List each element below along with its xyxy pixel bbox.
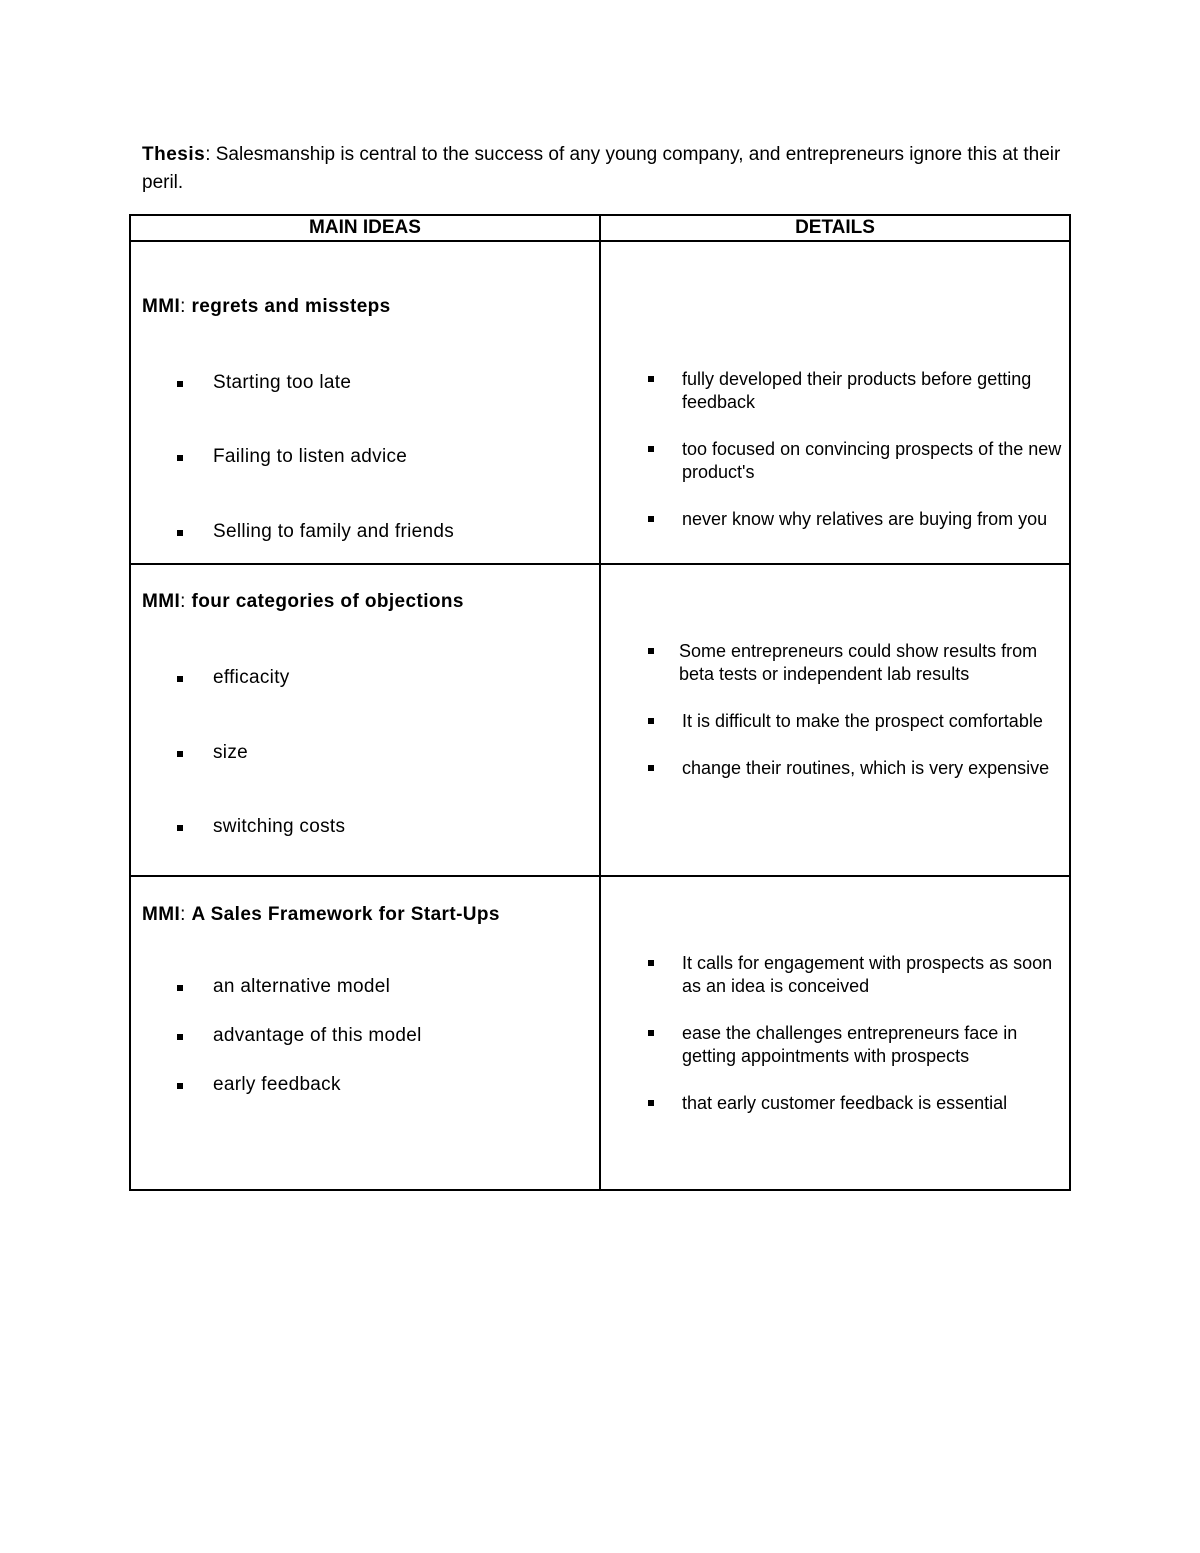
- square-bullet-icon: [177, 1083, 183, 1089]
- main-idea-cell: [130, 876, 600, 1190]
- list-item: [648, 1022, 1068, 1068]
- details-cell: [600, 876, 1070, 1190]
- main-idea-heading: [142, 591, 464, 613]
- list-item-text: ease the challenges entrepreneurs face in getting appointments with prospects: [682, 1023, 1018, 1067]
- header-main-ideas: MAIN IDEAS: [130, 215, 600, 241]
- list-item-text: fully developed their products before getting feedback: [682, 369, 1032, 413]
- list-item: [648, 952, 1068, 998]
- list-item-text: efficacity: [213, 667, 290, 689]
- list-item: [177, 371, 454, 395]
- square-bullet-icon: [648, 376, 654, 382]
- square-bullet-icon: [648, 446, 654, 452]
- list-item: [177, 445, 454, 469]
- list-item: [177, 815, 345, 839]
- list-item-text: change their routines, which is very expensive: [682, 758, 1050, 779]
- list-item: [648, 508, 1068, 531]
- list-item-text: Failing to listen advice: [213, 446, 408, 468]
- square-bullet-icon: [648, 1100, 654, 1106]
- list-item: [177, 1073, 422, 1097]
- header-details: DETAILS: [600, 215, 1070, 241]
- square-bullet-icon: [177, 751, 183, 757]
- list-item-text: that early customer feedback is essential: [682, 1093, 1008, 1114]
- mmi-prefix: MMI: [142, 904, 181, 926]
- mmi-colon: :: [180, 296, 192, 318]
- list-item: [177, 975, 422, 999]
- list-item: [648, 757, 1068, 780]
- thesis-label: Thesis: [142, 144, 206, 165]
- list-item-text: advantage of this model: [213, 1025, 422, 1047]
- square-bullet-icon: [648, 648, 654, 654]
- main-idea-cell: [130, 564, 600, 876]
- main-idea-title: four categories of objections: [191, 591, 464, 613]
- list-item-text: Selling to family and friends: [213, 521, 455, 543]
- square-bullet-icon: [177, 985, 183, 991]
- list-item: [177, 1024, 422, 1048]
- square-bullet-icon: [177, 676, 183, 682]
- list-item-text: It is difficult to make the prospect comfortable: [682, 711, 1043, 732]
- mmi-prefix: MMI: [142, 296, 181, 318]
- list-item: [177, 666, 345, 690]
- main-idea-cell: [130, 241, 600, 564]
- details-cell: [600, 241, 1070, 564]
- list-item-text: an alternative model: [213, 976, 391, 998]
- list-item-text: It calls for engagement with prospects as soon as an idea is conceived: [682, 953, 1053, 997]
- main-idea-list: [177, 666, 345, 839]
- list-item: [648, 368, 1068, 414]
- square-bullet-icon: [648, 718, 654, 724]
- list-item-text: Some entrepreneurs could show results from beta tests or independent lab results: [679, 641, 1038, 685]
- notes-table: [129, 214, 1071, 1191]
- thesis-statement: [142, 141, 1072, 197]
- square-bullet-icon: [177, 455, 183, 461]
- square-bullet-icon: [177, 381, 183, 387]
- mmi-colon: :: [180, 591, 192, 613]
- mmi-prefix: MMI: [142, 591, 181, 613]
- square-bullet-icon: [648, 765, 654, 771]
- thesis-text: Salesmanship is central to the success of any young company, and entrepreneurs ignore this at their peril.: [142, 144, 1061, 193]
- list-item-text: too focused on convincing prospects of the new product's: [682, 439, 1062, 483]
- square-bullet-icon: [648, 516, 654, 522]
- mmi-colon: :: [180, 904, 192, 926]
- main-idea-title: A Sales Framework for Start-Ups: [191, 904, 500, 926]
- main-idea-list: [177, 975, 422, 1097]
- list-item-text: never know why relatives are buying from you: [682, 509, 1048, 530]
- list-item: [177, 741, 345, 765]
- details-list: [648, 952, 1068, 1115]
- square-bullet-icon: [177, 1034, 183, 1040]
- details-cell: [600, 564, 1070, 876]
- table-row: [130, 876, 1070, 1190]
- table-row: [130, 564, 1070, 876]
- table-header-row: [130, 215, 1070, 241]
- list-item-text: Starting too late: [213, 372, 352, 394]
- main-idea-title: regrets and missteps: [191, 296, 391, 318]
- list-item-text: switching costs: [213, 816, 346, 838]
- list-item-text: early feedback: [213, 1074, 341, 1096]
- list-item-text: size: [213, 742, 248, 764]
- square-bullet-icon: [177, 825, 183, 831]
- details-list: [648, 368, 1068, 531]
- square-bullet-icon: [177, 530, 183, 536]
- main-idea-heading: [142, 296, 391, 318]
- list-item: [177, 520, 454, 544]
- main-idea-list: [177, 371, 454, 544]
- list-item: [648, 1092, 1068, 1115]
- details-list: [648, 640, 1068, 780]
- list-item: [648, 438, 1068, 484]
- table-row: [130, 241, 1070, 564]
- list-item: [648, 710, 1068, 733]
- list-item: [648, 640, 1068, 686]
- main-idea-heading: [142, 904, 500, 926]
- square-bullet-icon: [648, 1030, 654, 1036]
- square-bullet-icon: [648, 960, 654, 966]
- thesis-separator: :: [205, 144, 211, 165]
